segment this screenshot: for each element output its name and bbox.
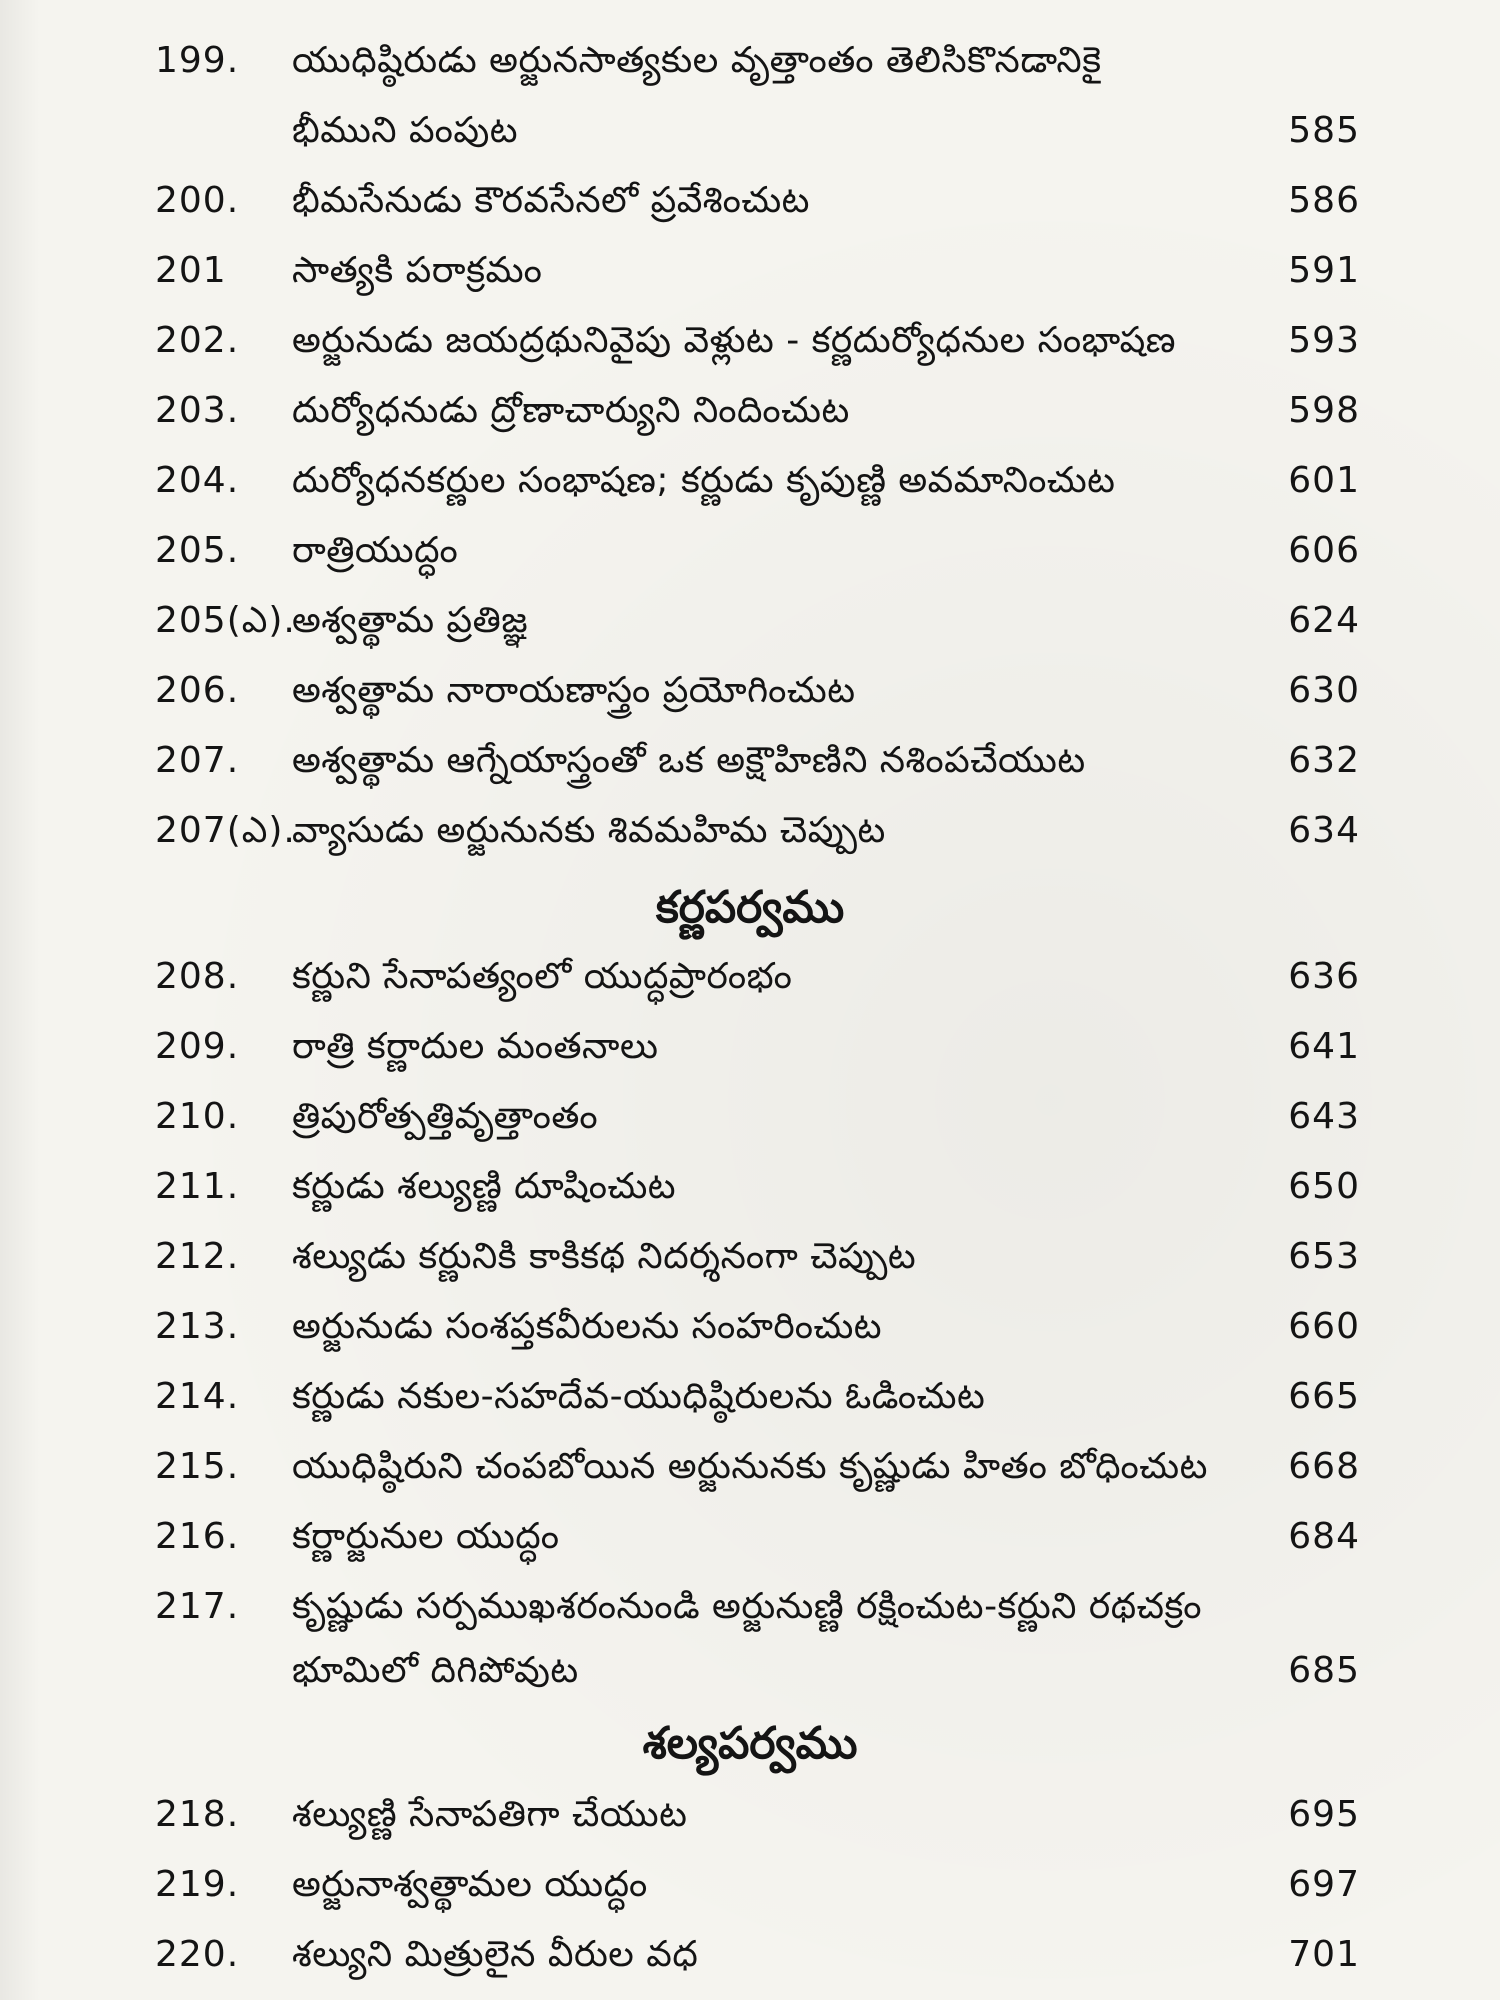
entry-number: 218. xyxy=(155,1794,240,1835)
toc-entry-205a xyxy=(0,596,1500,646)
entry-number: 200. xyxy=(155,180,240,221)
toc-entry-207a xyxy=(0,806,1500,856)
entry-title: అర్జునుడు జయద్రథునివైపు వెళ్లుట - కర్ణదుర్యోధనుల సంభాషణ xyxy=(292,320,1177,361)
entry-number: 208. xyxy=(155,956,240,997)
entry-page-number: 684 xyxy=(1288,1516,1360,1557)
toc-entry-202 xyxy=(0,316,1500,366)
entry-title: అశ్వత్థామ ఆగ్నేయాస్త్రంతో ఒక అక్షౌహిణిని నశింపచేయుట xyxy=(292,740,1086,781)
toc-entry-211 xyxy=(0,1162,1500,1212)
entry-title: కృష్ణుడు సర్పముఖశరంనుండి అర్జునుణ్ణి రక్షించుట-కర్ణుని రథచక్రం xyxy=(292,1586,1203,1627)
entry-title: వ్యాసుడు అర్జునునకు శివమహిమ చెప్పుట xyxy=(292,810,886,851)
entry-page-number: 636 xyxy=(1288,956,1360,997)
entry-title: అర్జునుడు సంశప్తకవీరులను సంహరించుట xyxy=(292,1306,883,1347)
entry-page-number: 630 xyxy=(1288,670,1360,711)
entry-title: కర్ణుడు శల్యుణ్ణి దూషించుట xyxy=(292,1166,677,1207)
entry-page-number: 632 xyxy=(1288,740,1360,781)
entry-title: కర్ణుడు నకుల-సహదేవ-యుధిష్ఠిరులను ఓడించుట xyxy=(292,1376,986,1417)
entry-title: త్రిపురోత్పత్తివృత్తాంతం xyxy=(292,1096,599,1137)
entry-title: భీమసేనుడు కౌరవసేనలో ప్రవేశించుట xyxy=(292,180,810,221)
entry-page-number: 601 xyxy=(1288,460,1360,501)
entry-number: 214. xyxy=(155,1376,240,1417)
entry-number: 206. xyxy=(155,670,240,711)
toc-entry-219 xyxy=(0,1860,1500,1910)
entry-title: అర్జునాశ్వత్థామల యుద్ధం xyxy=(292,1864,648,1905)
toc-entry-204 xyxy=(0,456,1500,506)
entry-number: 219. xyxy=(155,1864,240,1905)
entry-number: 210. xyxy=(155,1096,240,1137)
entry-page-number: 653 xyxy=(1288,1236,1360,1277)
toc-entry-199-continued xyxy=(0,106,1500,156)
entry-number: 207(ఎ). xyxy=(155,810,296,851)
entry-page-number: 624 xyxy=(1288,600,1360,641)
entry-number: 217. xyxy=(155,1586,240,1627)
toc-entry-212 xyxy=(0,1232,1500,1282)
toc-entry-199 xyxy=(0,36,1500,86)
entry-page-number: 585 xyxy=(1288,110,1360,151)
entry-title: యుధిష్ఠిరుని చంపబోయిన అర్జునునకు కృష్ణుడు హితం బోధించుట xyxy=(292,1446,1208,1487)
entry-page-number: 586 xyxy=(1288,180,1360,221)
entry-title: దుర్యోధనుడు ద్రోణాచార్యుని నిందించుట xyxy=(292,390,850,431)
entry-page-number: 697 xyxy=(1288,1864,1360,1905)
entry-title: శల్యుణ్ణి సేనాపతిగా చేయుట xyxy=(292,1794,688,1835)
toc-entry-217 xyxy=(0,1582,1500,1632)
toc-entry-207 xyxy=(0,736,1500,786)
entry-number: 215. xyxy=(155,1446,240,1487)
entry-number: 212. xyxy=(155,1236,240,1277)
toc-entry-217-continued xyxy=(0,1646,1500,1696)
entry-number: 203. xyxy=(155,390,240,431)
entry-page-number: 591 xyxy=(1288,250,1360,291)
entry-title: సాత్యకి పరాక్రమం xyxy=(292,250,543,291)
entry-title: శల్యుని మిత్రులైన వీరుల వధ xyxy=(292,1934,699,1975)
entry-number: 199. xyxy=(155,40,240,81)
entry-page-number: 695 xyxy=(1288,1794,1360,1835)
entry-number: 205. xyxy=(155,530,240,571)
entry-title-continued: భూమిలో దిగిపోవుట xyxy=(292,1650,579,1691)
entry-title: కర్ణుని సేనాపత్యంలో యుద్ధప్రారంభం xyxy=(292,956,793,997)
section-heading-karna-parva: కర్ణపర్వము xyxy=(655,882,845,933)
entry-title: దుర్యోధనకర్ణుల సంభాషణ; కర్ణుడు కృపుణ్ణి అవమానించుట xyxy=(292,460,1116,501)
toc-entry-206 xyxy=(0,666,1500,716)
entry-number: 216. xyxy=(155,1516,240,1557)
entry-page-number: 593 xyxy=(1288,320,1360,361)
entry-page-number: 668 xyxy=(1288,1446,1360,1487)
entry-title: అశ్వత్థామ నారాయణాస్త్రం ప్రయోగించుట xyxy=(292,670,856,711)
entry-title-continued: భీముని పంపుట xyxy=(292,110,519,151)
entry-title: యుధిష్ఠిరుడు అర్జునసాత్యకుల వృత్తాంతం తెలిసికొనడానికై xyxy=(292,40,1102,81)
toc-entry-209 xyxy=(0,1022,1500,1072)
entry-title: రాత్రి కర్ణాదుల మంతనాలు xyxy=(292,1026,659,1067)
entry-page-number: 634 xyxy=(1288,810,1360,851)
entry-title: కర్ణార్జునుల యుద్ధం xyxy=(292,1516,560,1557)
entry-page-number: 660 xyxy=(1288,1306,1360,1347)
entry-title: శల్యుడు కర్ణునికి కాకికథ నిదర్శనంగా చెప్పుట xyxy=(292,1236,917,1277)
entry-number: 220. xyxy=(155,1934,240,1975)
entry-title: అశ్వత్థామ ప్రతిజ్ఞ xyxy=(292,600,529,641)
entry-page-number: 641 xyxy=(1288,1026,1360,1067)
entry-page-number: 606 xyxy=(1288,530,1360,571)
toc-entry-216 xyxy=(0,1512,1500,1562)
entry-number: 209. xyxy=(155,1026,240,1067)
toc-entry-214 xyxy=(0,1372,1500,1422)
entry-page-number: 598 xyxy=(1288,390,1360,431)
entry-page-number: 685 xyxy=(1288,1650,1360,1691)
toc-entry-213 xyxy=(0,1302,1500,1352)
entry-number: 204. xyxy=(155,460,240,501)
entry-number: 207. xyxy=(155,740,240,781)
section-heading-shalya-parva: శల్యపర్వము xyxy=(642,1718,858,1769)
toc-entry-205 xyxy=(0,526,1500,576)
entry-number: 205(ఎ). xyxy=(155,600,296,641)
entry-page-number: 650 xyxy=(1288,1166,1360,1207)
toc-entry-200 xyxy=(0,176,1500,226)
toc-entry-210 xyxy=(0,1092,1500,1142)
toc-entry-208 xyxy=(0,952,1500,1002)
entry-number: 202. xyxy=(155,320,240,361)
toc-entry-220 xyxy=(0,1930,1500,1980)
entry-number: 201 xyxy=(155,250,227,291)
toc-entry-218 xyxy=(0,1790,1500,1840)
entry-page-number: 665 xyxy=(1288,1376,1360,1417)
entry-title: రాత్రియుద్ధం xyxy=(292,530,459,571)
toc-entry-201 xyxy=(0,246,1500,296)
entry-page-number: 643 xyxy=(1288,1096,1360,1137)
entry-number: 213. xyxy=(155,1306,240,1347)
entry-number: 211. xyxy=(155,1166,240,1207)
toc-entry-215 xyxy=(0,1442,1500,1492)
entry-page-number: 701 xyxy=(1288,1934,1360,1975)
toc-entry-203 xyxy=(0,386,1500,436)
